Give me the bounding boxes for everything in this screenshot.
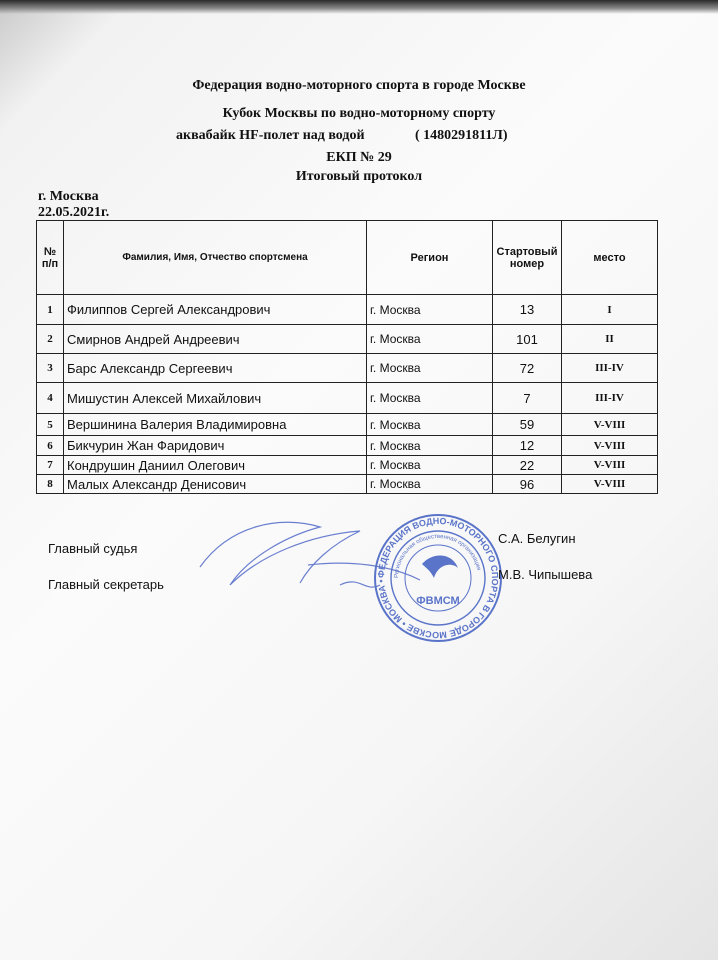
- table-row: [37, 475, 658, 494]
- region: г. Москва: [367, 456, 493, 475]
- athlete-name: Мишустин Алексей Михайлович: [64, 383, 367, 414]
- cup-title: Кубок Москвы по водно-моторному спорту: [222, 106, 496, 121]
- start-number: 72: [493, 354, 562, 383]
- region: г. Москва: [367, 436, 493, 456]
- city: г. Москва: [38, 189, 99, 204]
- place: I: [562, 295, 658, 325]
- table-row: [37, 354, 658, 383]
- table-row: [37, 325, 658, 354]
- column-header-start-number: Стартовый номер: [493, 221, 562, 295]
- row-number: 6: [37, 436, 64, 456]
- chief-secretary-name: М.В. Чипышева: [498, 567, 593, 582]
- chief-secretary-label: Главный секретарь: [48, 577, 164, 592]
- athlete-name: Смирнов Андрей Андреевич: [64, 325, 367, 354]
- place: III-IV: [562, 354, 658, 383]
- region: г. Москва: [367, 383, 493, 414]
- place: V-VIII: [562, 475, 658, 494]
- column-header-name: Фамилия, Имя, Отчество спортсмена: [64, 221, 367, 295]
- athlete-name: Малых Александр Денисович: [64, 475, 367, 494]
- row-number: 8: [37, 475, 64, 494]
- discipline: аквабайк HF-полет над водой: [176, 128, 365, 143]
- stamp-emblem-icon: [422, 555, 458, 578]
- region: г. Москва: [367, 414, 493, 436]
- region: г. Москва: [367, 354, 493, 383]
- start-number: 59: [493, 414, 562, 436]
- start-number: 13: [493, 295, 562, 325]
- results-table: [36, 220, 658, 494]
- federation-title: Федерация водно-моторного спорта в городе Москве: [192, 78, 526, 93]
- table-header-row: [37, 221, 658, 295]
- start-number: 22: [493, 456, 562, 475]
- region: г. Москва: [367, 325, 493, 354]
- column-header-region: Регион: [367, 221, 493, 295]
- athlete-name: Филиппов Сергей Александрович: [64, 295, 367, 325]
- row-number: 7: [37, 456, 64, 475]
- athlete-name: Бикчурин Жан Фаридович: [64, 436, 367, 456]
- start-number: 12: [493, 436, 562, 456]
- row-number: 2: [37, 325, 64, 354]
- stamp-outer-text: ФЕДЕРАЦИЯ ВОДНО-МОТОРНОГО СПОРТА В ГОРОДЕ МОСКВЕ • МОСКВА •: [375, 515, 501, 641]
- column-header-place: место: [562, 221, 658, 295]
- athlete-name: Кондрушин Даниил Олегович: [64, 456, 367, 475]
- start-number: 7: [493, 383, 562, 414]
- table-row: [37, 456, 658, 475]
- row-number: 4: [37, 383, 64, 414]
- stamp-abbrev: ФВМСМ: [416, 595, 460, 607]
- scan-edge-shadow: [0, 0, 718, 14]
- chief-judge-name: С.А. Белугин: [498, 531, 576, 546]
- place: II: [562, 325, 658, 354]
- athlete-name: Вершинина Валерия Владимировна: [64, 414, 367, 436]
- column-header-number: № п/п: [37, 221, 64, 295]
- table-row: [37, 295, 658, 325]
- row-number: 1: [37, 295, 64, 325]
- ekp-number: ЕКП № 29: [326, 150, 392, 165]
- athlete-name: Барс Александр Сергеевич: [64, 354, 367, 383]
- table-row: [37, 414, 658, 436]
- event-code: ( 1480291811Л): [415, 128, 508, 143]
- region: г. Москва: [367, 295, 493, 325]
- region: г. Москва: [367, 475, 493, 494]
- start-number: 101: [493, 325, 562, 354]
- protocol-title: Итоговый протокол: [295, 169, 423, 184]
- date: 22.05.2021г.: [38, 205, 110, 220]
- chief-judge-label: Главный судья: [48, 541, 138, 556]
- table-row: [37, 383, 658, 414]
- table-row: [37, 436, 658, 456]
- start-number: 96: [493, 475, 562, 494]
- row-number: 3: [37, 354, 64, 383]
- organization-stamp: [372, 512, 504, 644]
- place: III-IV: [562, 383, 658, 414]
- place: V-VIII: [562, 414, 658, 436]
- stamp-inner-text: Региональная общественная организация: [393, 533, 482, 579]
- row-number: 5: [37, 414, 64, 436]
- place: V-VIII: [562, 436, 658, 456]
- place: V-VIII: [562, 456, 658, 475]
